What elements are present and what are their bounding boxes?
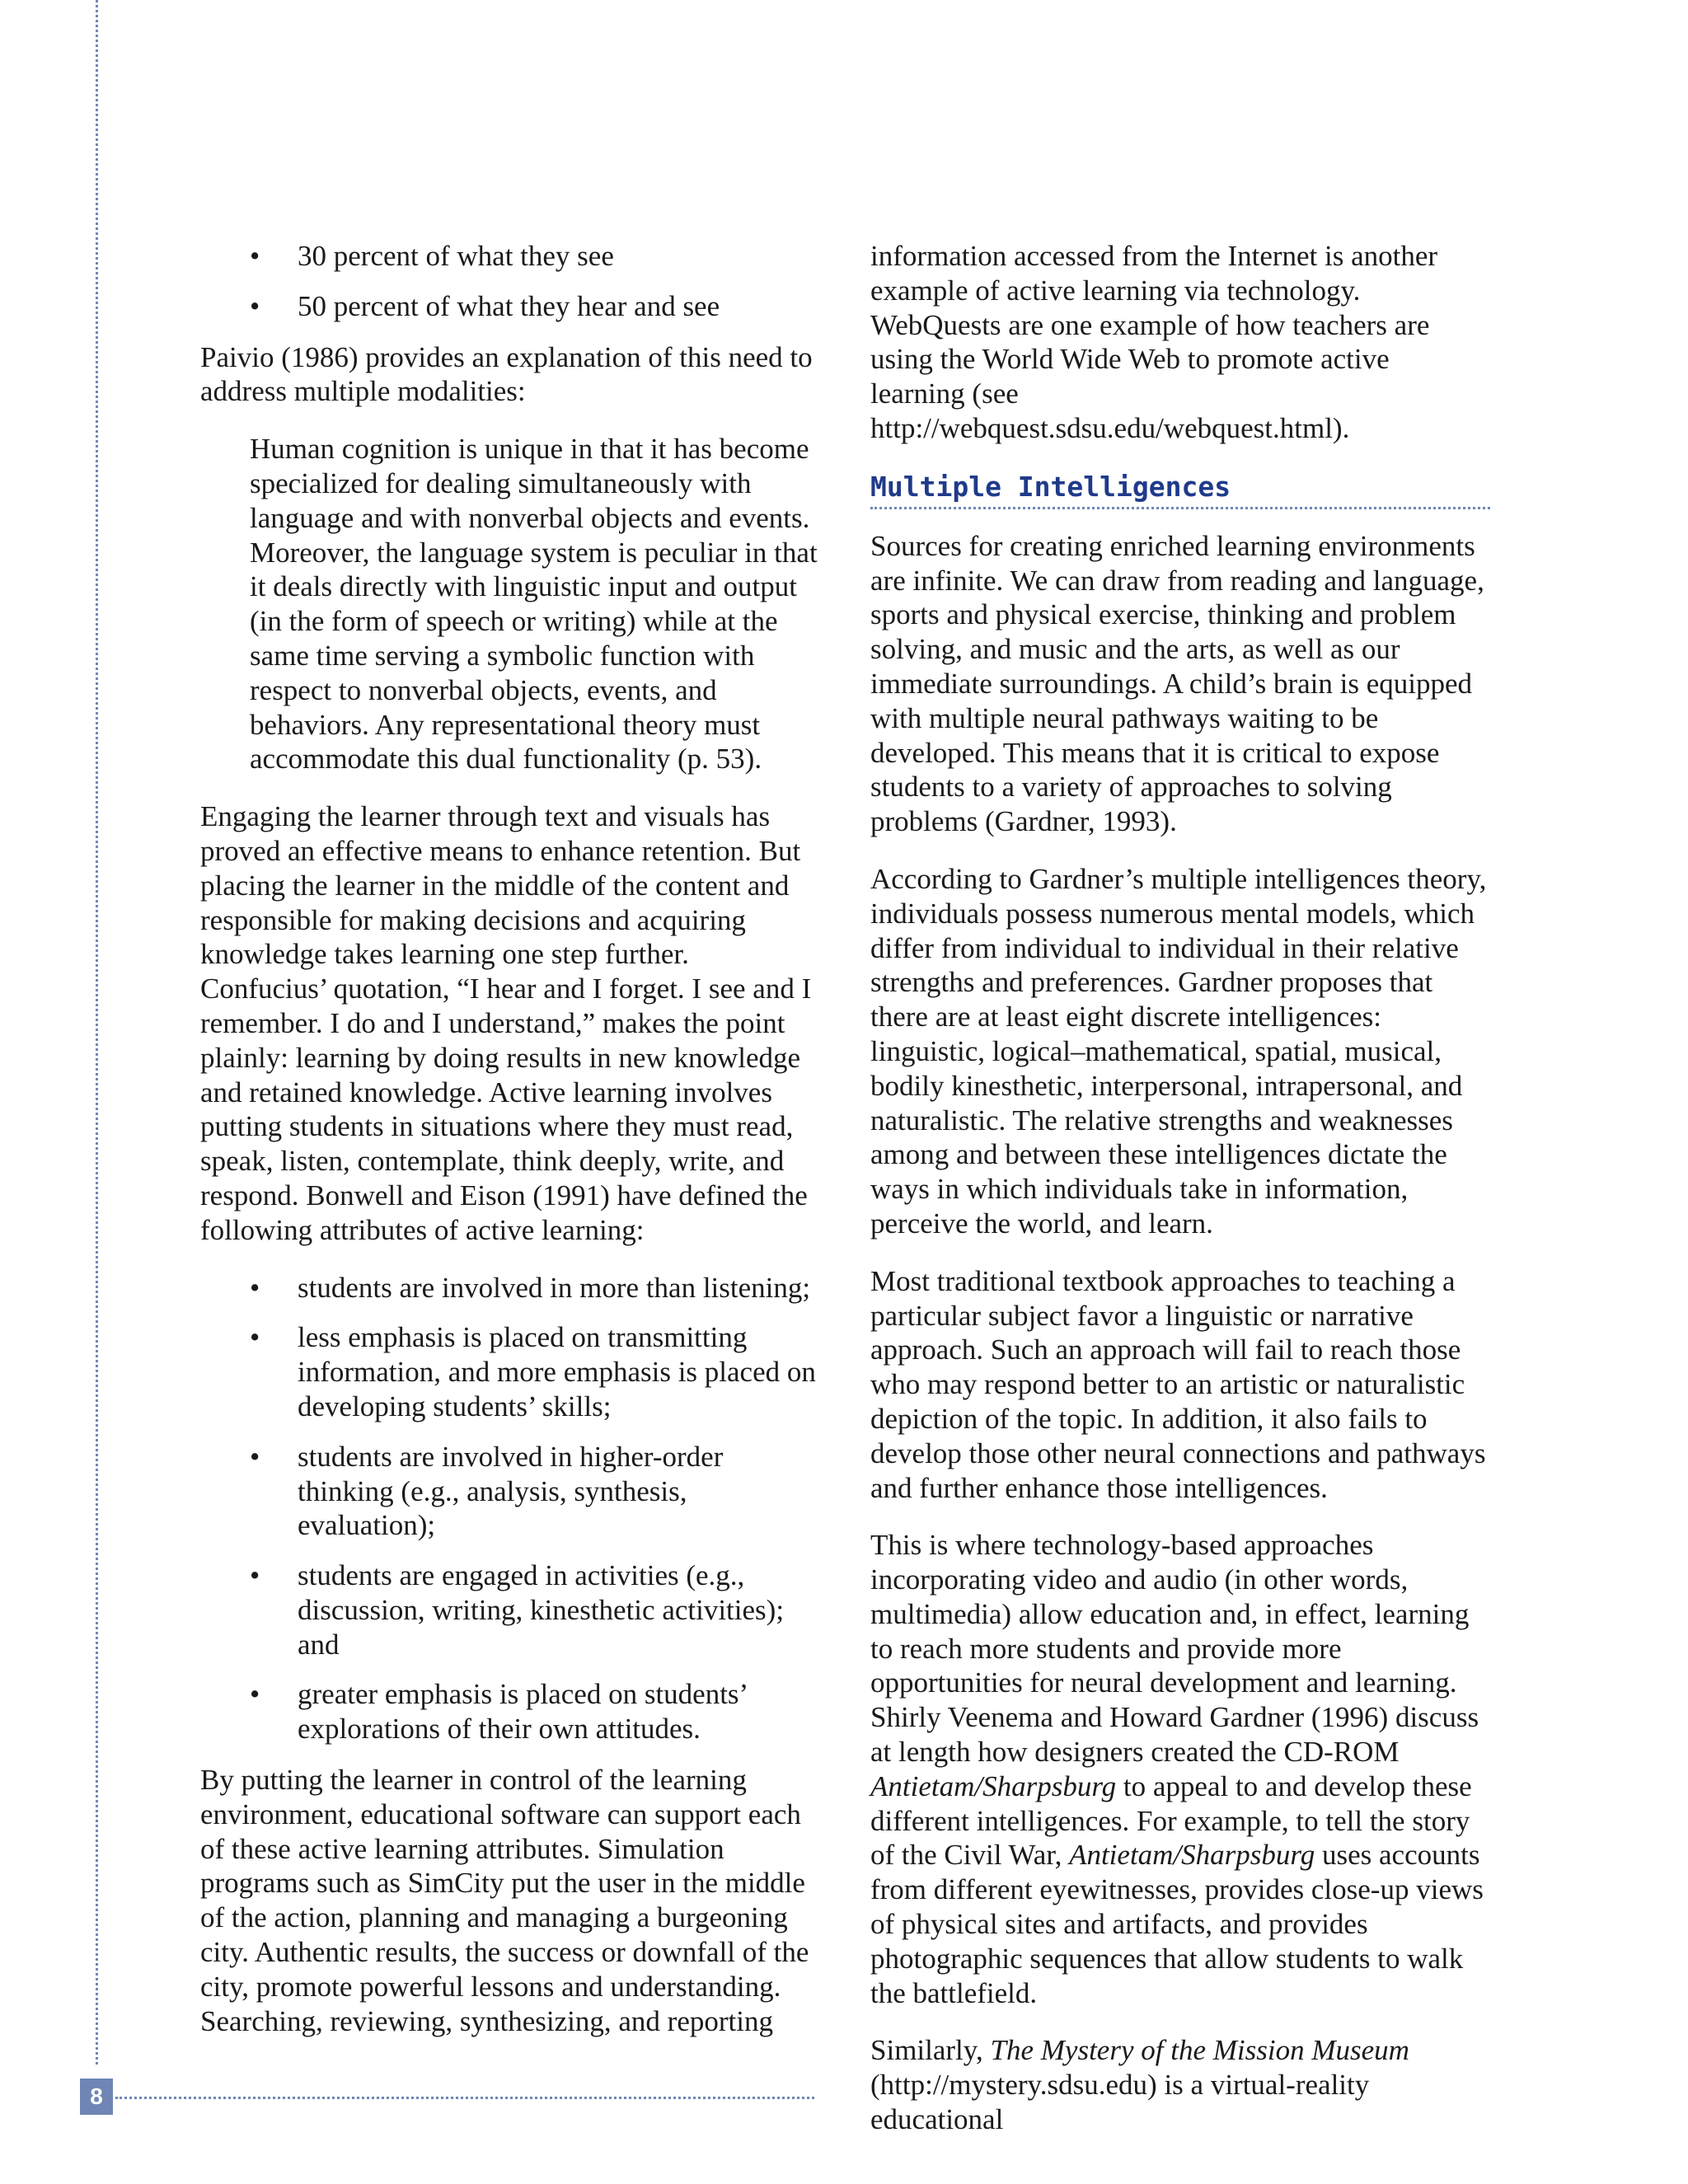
block-quote: Human cognition is unique in that it has become specialized for dealing simultaneously with language and with nonverbal objects and events. Moreover, the language system is peculiar in that it deals directly with linguistic input and output (in the form of speech or writing) while at the same time serving a symbolic function with respect to nonverbal objects, events, and behaviors. Any representational theory must accommodate this dual functionality (p. 53). bbox=[250, 433, 818, 776]
list-item: • 50 percent of what they hear and see bbox=[298, 289, 818, 324]
list-item: • students are involved in more than listening; bbox=[298, 1271, 818, 1305]
text-run: (http://mystery.sdsu.edu) is a virtual-reality educational bbox=[870, 2069, 1370, 2136]
right-column bbox=[870, 239, 1490, 2160]
list-item: • students are engaged in activities (e.g., discussion, writing, kinesthetic activities); and bbox=[298, 1558, 818, 1661]
paragraph-sources: Sources for creating enriched learning environments are infinite. We can draw from reading and language, sports and physical exercise, thinking and problem solving, and music and the arts, as well as our immediate surroundings. A child’s brain is equipped with multiple neural pathways waiting to be developed. This means that it is critical to expose students to a variety of approaches to solving problems (Gardner, 1993). bbox=[870, 529, 1484, 838]
paragraph-continued: information accessed from the Internet is another example of active learning via technology. WebQuests are one example of how teachers are using the World Wide Web to promote active learning (see http://webquest.sdsu.edu/webquest.html). bbox=[870, 240, 1438, 444]
paragraph-technology bbox=[870, 1528, 1490, 2010]
museum-title: The Mystery of the Mission Museum bbox=[990, 2034, 1409, 2067]
footer-dotted-rule bbox=[115, 2097, 814, 2099]
paragraph-similarly bbox=[870, 2033, 1490, 2136]
list-item: • students are involved in higher-order thinking (e.g., analysis, synthesis, evaluation); bbox=[298, 1440, 818, 1543]
text-run: uses accounts from different eyewitnesses, provides close-up views of physical sites and artifacts, and provides photographic sequences that allow students to walk the battlefield. bbox=[870, 1839, 1484, 2009]
section-heading: Multiple Intelligences bbox=[870, 469, 1490, 509]
retention-list bbox=[200, 239, 818, 324]
cdrom-title: Antietam/Sharpsburg bbox=[870, 1769, 1117, 1802]
text-run: Similarly, bbox=[870, 2034, 991, 2067]
paragraph-engaging: Engaging the learner through text and visuals has proved an effective means to enhance retention. But placing the learner in the middle of the content and responsible for making decisions and acquiring knowledge takes learning one step further. Confucius’ quotation, “I hear and I forget. I see and I remember. I do and I understand,” makes the point plainly: learning by doing results in new knowledge and retained knowledge. Active learning involves putting students in situations where they must read, speak, listen, contemplate, think deeply, write, and respond. Bonwell and Eison (1991) have defined the following attributes of active learning: bbox=[200, 800, 812, 1246]
left-column bbox=[200, 239, 818, 2061]
active-learning-attributes-list bbox=[200, 1271, 818, 1747]
paragraph-traditional: Most traditional textbook approaches to teaching a particular subject favor a linguistic or narrative approach. Such an approach will fail to reach those who may respond better to an artistic or naturalistic depiction of the topic. In addition, it also fails to develop those other neural connections and pathways and further enhance those intelligences. bbox=[870, 1264, 1486, 1504]
paragraph-gardner-theory: According to Gardner’s multiple intelligences theory, individuals possess numerous mental models, which differ from individual to individual in their relative strengths and preferences. Gardner proposes that there are at least eight discrete intelligences: linguistic, logical–mathematical, spatial, musical, bodily kinesthetic, interpersonal, intrapersonal, and naturalistic. The relative strengths and weaknesses among and between these intelligences dictate the ways in which individuals take in information, perceive the world, and learn. bbox=[870, 862, 1487, 1240]
text-run: to appeal to and develop these different intelligences. For example, to tell the story of the Civil War, bbox=[870, 1769, 1472, 1872]
cdrom-title: Antietam/Sharpsburg bbox=[1069, 1839, 1315, 1872]
paragraph-paivio: Paivio (1986) provides an explanation of this need to address multiple modalities: bbox=[200, 340, 813, 408]
page-number: 8 bbox=[80, 2079, 113, 2115]
list-item: • less emphasis is placed on transmitting information, and more emphasis is placed on developing students’ skills; bbox=[298, 1320, 818, 1423]
vertical-dotted-rule bbox=[96, 0, 98, 2064]
list-item: • greater emphasis is placed on students’ explorations of their own attitudes. bbox=[298, 1677, 818, 1746]
list-item: • 30 percent of what they see bbox=[298, 239, 818, 274]
paragraph-putting-learner: By putting the learner in control of the learning environment, educational software can support each of these active learning attributes. Simulation programs such as SimCity put the user in the middle of the action, planning and managing a burgeoning city. Authentic results, the success or downfall of the city, promote powerful lessons and understanding. Searching, reviewing, synthesizing, and reporting bbox=[200, 1764, 809, 2037]
text-run: This is where technology-based approaches incorporating video and audio (in other words, multimedia) allow education and, in effect, learning to reach more students and provide more opportunities for neural development and learning. Shirly Veenema and Howard Gardner (1996) discuss at length how designers created the CD-ROM bbox=[870, 1529, 1479, 1769]
